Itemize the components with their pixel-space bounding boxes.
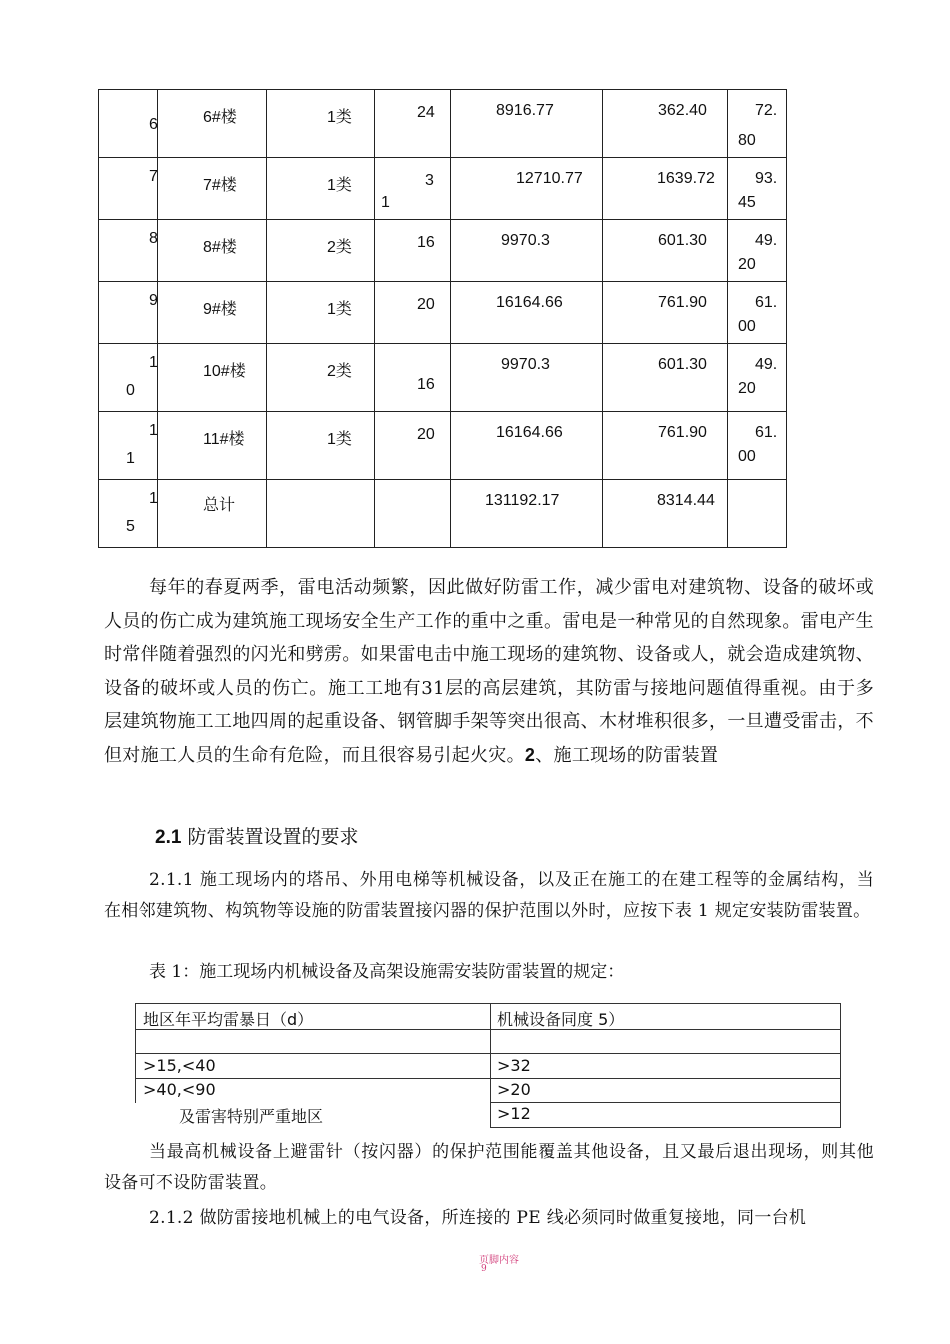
paragraph-2-1-2: 2.1.2 做防雷接地机械上的电气设备，所连接的 PE 线必须同时做重复接地，同一台机 [149,1208,807,1228]
lightning-table [135,1003,841,1128]
paragraph-lightning-intro [104,571,874,772]
table-row [99,220,787,282]
floor-area-cell [451,220,603,282]
row-number: 1 [149,422,158,439]
value-col7: 72. [755,102,778,119]
lightning-category-cell [267,90,375,158]
lightning-category-cell [267,480,375,548]
value-col7: 00 [738,448,756,465]
table-row [99,282,787,344]
section-title: 、施工现场的防雷装置 [535,744,719,766]
lightning-category-cell [267,158,375,220]
value-col6: 761.90 [658,294,707,311]
floor-count-cell [375,412,451,480]
floor-area-cell [451,344,603,412]
building-name-cell [158,480,267,548]
row2-left: >40,<90 [143,1080,216,1099]
value-col6-cell [603,344,728,412]
value-col7-cell [728,220,787,282]
building-name: 8#楼 [203,239,237,256]
value-col6-cell [603,90,728,158]
floor-area: 131192.17 [485,492,560,509]
floor-count: 20 [417,426,435,443]
floor-count: 1 [381,194,390,211]
row-number: 8 [149,230,158,247]
table-row [99,480,787,548]
row-number: 7 [149,168,158,185]
footer-mark: 9 [481,1264,487,1274]
row3-left: 及雷害特别严重地区 [179,1107,324,1126]
floor-count-cell [375,344,451,412]
floor-area: 9970.3 [501,356,550,373]
value-col7-cell [728,282,787,344]
row-number: 0 [126,382,135,399]
row-number-cell [99,344,158,412]
floor-area: 8916.77 [496,102,554,119]
floor-count-cell [375,220,451,282]
row2-right: >20 [497,1080,531,1099]
lightning-category: 2类 [327,239,352,256]
lightning-category-cell [267,282,375,344]
floor-count-cell [375,480,451,548]
table-row [99,412,787,480]
value-col7: 20 [738,380,756,397]
paragraph-2-1-1: 2.1.1 施工现场内的塔吊、外用电梯等机械设备，以及正在施工的在建工程等的金属结构，当在相邻建筑物、构筑物等设施的防雷装置接闪器的保护范围以外时，应按下表 1 规定安装防雷装置。 [104,870,874,921]
floor-count: 16 [417,234,435,251]
lightning-category: 1类 [327,431,352,448]
value-col7: 49. [755,356,778,373]
row-number-cell [99,412,158,480]
floor-area-cell [451,90,603,158]
row-number-cell [99,90,158,158]
row-number: 9 [149,292,158,309]
floor-area-cell [451,412,603,480]
row-number: 1 [126,450,135,467]
building-name-cell [158,344,267,412]
value-col6-cell [603,158,728,220]
row-number-cell [99,158,158,220]
floor-area-cell [451,480,603,548]
value-col6: 362.40 [658,102,707,119]
row-number-cell [99,220,158,282]
lightning-category: 1类 [327,177,352,194]
lightning-category: 1类 [327,301,352,318]
value-col6-cell [603,282,728,344]
header-rainy-days: 地区年平均雷暴日（d） [143,1010,314,1029]
table-row [99,344,787,412]
lightning-category-cell [267,412,375,480]
value-col6: 1639.72 [657,170,715,187]
value-col7: 80 [738,132,756,149]
floor-count-cell [375,158,451,220]
heading-number: 2.1 [155,827,182,848]
building-name-cell [158,282,267,344]
value-col6: 601.30 [658,232,707,249]
floor-count: 20 [417,296,435,313]
building-name-cell [158,412,267,480]
value-col6: 761.90 [658,424,707,441]
value-col6-cell [603,480,728,548]
heading-title: 防雷装置设置的要求 [187,826,359,848]
floor-count-cell [375,90,451,158]
value-col7-cell [728,90,787,158]
floor-area-cell [451,158,603,220]
value-col7: 00 [738,318,756,335]
value-col6: 8314.44 [657,492,715,509]
floor-count: 3 [425,172,434,189]
value-col7: 93. [755,170,778,187]
row-number: 1 [149,354,158,371]
paragraph-text: 每年的春夏两季，雷电活动频繁，因此做好防雷工作，减少雷电对建筑物、设备的破坏或人员的伤亡成为建筑施工现场安全生产工作的重中之重。雷电是一种常见的自然现象。雷电产生时常伴随着强烈的闪光和劈雳。如果雷电击中施工现场的建筑物、设备或人，就会造成建筑物、设备的破坏或人员的伤亡。施工工地有31层的高层建筑，其防雷与接地问题值得重视。由于多层建筑物施工工地四周的起重设备、钢管脚手架等突出很高、木材堆积很多，一旦遭受雷击，不但对施工人员的生命有危险，而且很容易引起火灾。 [104,577,874,766]
table-row [99,90,787,158]
row1-right: >32 [497,1056,531,1075]
building-name: 9#楼 [203,301,237,318]
floor-area: 12710.77 [516,170,583,187]
row3-right: >12 [497,1104,531,1123]
row-number: 6 [149,116,158,133]
floor-count-cell [375,282,451,344]
floor-area: 16164.66 [496,294,563,311]
value-col7: 49. [755,232,778,249]
floor-area: 16164.66 [496,424,563,441]
floor-count: 24 [417,104,435,121]
value-col7: 20 [738,256,756,273]
value-col6-cell [603,220,728,282]
lightning-category-cell [267,344,375,412]
value-col7: 61. [755,424,778,441]
row-number-cell [99,282,158,344]
paragraph-other-equipment: 当最高机械设备上避雷针（按闪器）的保护范围能覆盖其他设备，且又最后退出现场，则其他设备可不设防雷装置。 [104,1142,874,1193]
building-name-cell [158,158,267,220]
header-equipment-height: 机械设备同度 5） [497,1010,625,1029]
value-col7-cell [728,412,787,480]
table1-caption: 表 1：施工现场内机械设备及高架设施需安装防雷装置的规定： [149,962,625,982]
value-col7: 45 [738,194,756,211]
page-footer: 页脚内容 [479,1255,519,1266]
value-col6: 601.30 [658,356,707,373]
building-name: 10#楼 [203,363,246,380]
row-number: 5 [126,518,135,535]
building-name: 7#楼 [203,177,237,194]
value-col7-cell [728,158,787,220]
value-col6-cell [603,412,728,480]
floor-count: 16 [417,376,435,393]
lightning-category: 1类 [327,109,352,126]
building-name: 总计 [203,497,236,514]
row-number: 1 [149,490,158,507]
building-name: 11#楼 [203,431,245,448]
building-name: 6#楼 [203,109,237,126]
building-table [98,89,787,548]
lightning-category: 2类 [327,363,352,380]
building-name-cell [158,90,267,158]
heading-2-1 [155,822,358,849]
section-number: 2 [524,744,536,765]
lightning-category-cell [267,220,375,282]
building-name-cell [158,220,267,282]
value-col7-cell [728,344,787,412]
value-col7-cell [728,480,787,548]
row1-left: >15,<40 [143,1056,216,1075]
value-col7: 61. [755,294,778,311]
floor-area-cell [451,282,603,344]
table-row [99,158,787,220]
floor-area: 9970.3 [501,232,550,249]
row-number-cell [99,480,158,548]
